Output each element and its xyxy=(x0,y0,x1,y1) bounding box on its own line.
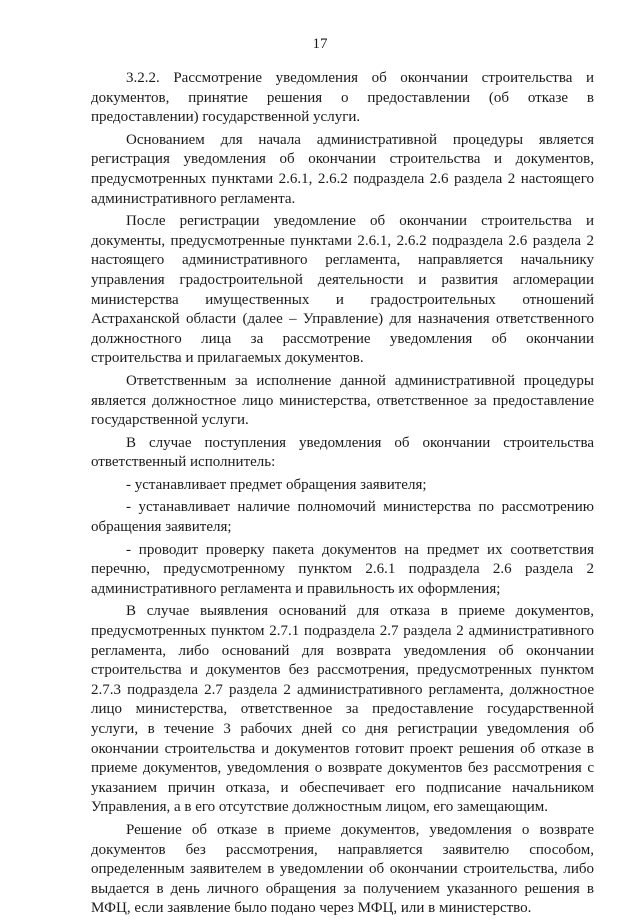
page-number: 17 xyxy=(312,36,328,52)
body-paragraph: В случае поступления уведомления об окончании строительства ответственный исполнитель: xyxy=(91,434,594,471)
section-heading-paragraph: 3.2.2. Рассмотрение уведомления об окончании строительства и документов, принятие решения о предоставлении (об отказе в предоставлении) государственной услуги. xyxy=(91,70,594,126)
document-body xyxy=(91,69,594,922)
body-paragraph: Ответственным за исполнение данной административной процедуры является должностное лицо министерства, ответственное за предоставление государственной услуги. xyxy=(91,372,594,429)
body-paragraph: В случае выявления оснований для отказа в приеме документов, предусмотренных пунктом 2.7.1 подраздела 2.7 раздела 2 административного регламента, либо оснований для возврата уведомления об окончании строительства и документов без рассмотрения, предусмотренных пунктом 2.7.3 подраздела 2.7 раздела 2 административного регламента, должностное лицо министерства, ответственное за предоставление государственной услуги, в течение 3 рабочих дней со дня регистрации уведомления об окончании строительства и документов готовит проект решения об отказе в приеме документов, уведомления о возврате документов без рассмотрения с указанием причин отказа, и обеспечивает его подписание начальником Управления, а в его отсутствие должностным лицом, его замещающим. xyxy=(91,603,594,816)
body-paragraph: Основанием для начала административной процедуры является регистрация уведомления об окончании строительства и документов, предусмотренных пунктами 2.6.1, 2.6.2 подраздела 2.6 раздела 2 настоящего административного регламента. xyxy=(91,131,594,207)
list-item: - проводит проверку пакета документов на предмет их соответствия перечню, предусмотренному пунктом 2.6.1 подраздела 2.6 раздела 2 административного регламента и правильность их оформления; xyxy=(91,541,594,597)
body-paragraph: Решение об отказе в приеме документов, уведомления о возврате документов без рассмотрения, направляется заявителю способом, определенным заявителем в уведомлении об окончании строительства, либо выдается в день личного обращения за получением указанного решения в МФЦ, если заявление было подано через МФЦ, или в министерство. xyxy=(91,821,594,917)
list-item: - устанавливает наличие полномочий министерства по рассмотрению обращения заявителя; xyxy=(91,499,594,536)
body-paragraph: После регистрации уведомление об окончании строительства и документы, предусмотренные пунктами 2.6.1, 2.6.2 подраздела 2.6 раздела 2 настоящего административного регламента, направляется начальнику управления градостроительной деятельности и развития агломерации министерства имущественных и градостроительных отношений Астраханской области (далее – Управление) для назначения ответственного должностного лица за рассмотрение уведомления об окончании строительства и прилагаемых документов. xyxy=(91,213,594,367)
list-item: - устанавливает предмет обращения заявителя; xyxy=(126,476,427,493)
